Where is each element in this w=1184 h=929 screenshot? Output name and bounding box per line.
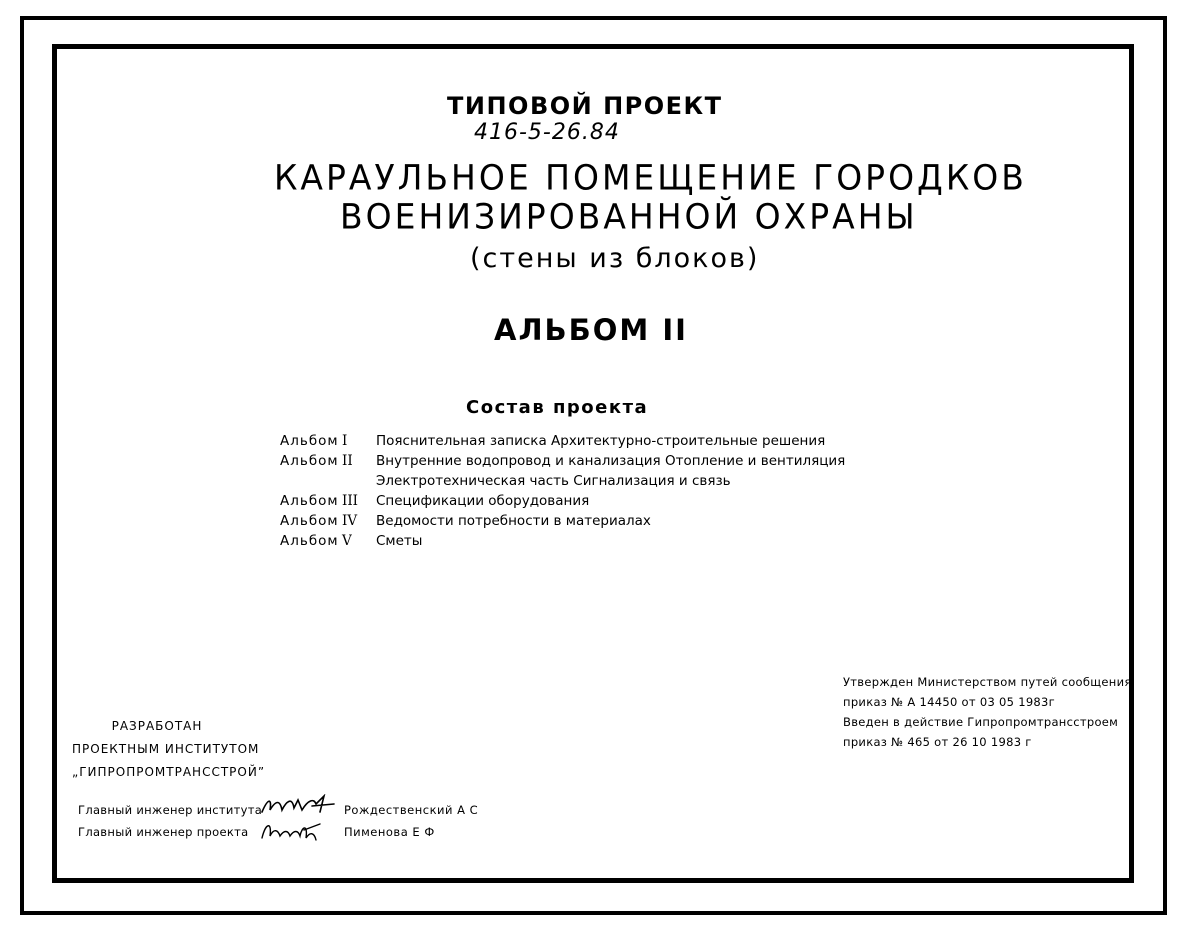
list-item bbox=[280, 531, 845, 551]
subtitle: (стены из блоков) bbox=[470, 243, 760, 274]
album-number bbox=[342, 471, 376, 491]
list-item bbox=[280, 471, 845, 491]
title-line-1: КАРАУЛЬНОЕ ПОМЕЩЕНИЕ ГОРОДКОВ bbox=[274, 157, 1027, 198]
project-label: ТИПОВОЙ ПРОЕКТ bbox=[447, 92, 723, 120]
signature-2-icon bbox=[258, 818, 328, 844]
album-contents: Внутренние водопровод и канализация Отопление и вентиляция bbox=[376, 453, 846, 469]
album-contents: Пояснительная записка Архитектурно-строительные решения bbox=[376, 433, 826, 449]
album-contents: Спецификации оборудования bbox=[376, 493, 590, 509]
project-number: 416-5-26.84 bbox=[474, 120, 620, 145]
album-number: I bbox=[342, 433, 348, 449]
album-number: II bbox=[342, 453, 353, 469]
approval-line: приказ № А 14450 от 03 05 1983г bbox=[843, 695, 1056, 709]
developer-line: ПРОЕКТНЫМ ИНСТИТУТОМ bbox=[72, 742, 260, 756]
composition-heading: Состав проекта bbox=[466, 397, 649, 418]
list-item bbox=[280, 431, 845, 451]
developer-block bbox=[72, 715, 266, 784]
signature-1-icon bbox=[258, 794, 338, 818]
album-label: Альбом bbox=[280, 513, 339, 529]
album-contents: Сметы bbox=[376, 533, 423, 549]
album-number: IV bbox=[342, 513, 358, 529]
list-item bbox=[280, 511, 845, 531]
chief-engineer-project-name: Пименова Е Ф bbox=[344, 825, 435, 839]
album-label: Альбом bbox=[280, 433, 339, 449]
album-label bbox=[280, 471, 342, 491]
approval-line: приказ № 465 от 26 10 1983 г bbox=[843, 735, 1032, 749]
album-number: III bbox=[342, 493, 358, 509]
approval-line: Введен в действие Гипропромтрансстроем bbox=[843, 715, 1119, 729]
album-label: Альбом bbox=[280, 453, 339, 469]
album-contents: Ведомости потребности в материалах bbox=[376, 513, 651, 529]
developer-line: РАЗРАБОТАН bbox=[111, 719, 203, 733]
developer-line: „ГИПРОПРОМТРАНССТРОЙ” bbox=[72, 765, 266, 779]
list-item bbox=[280, 451, 845, 471]
chief-engineer-institute-role: Главный инженер института bbox=[78, 803, 263, 817]
approval-block bbox=[843, 672, 1132, 752]
list-item bbox=[280, 491, 845, 511]
composition-list bbox=[280, 431, 845, 551]
album-title: АЛЬБОМ II bbox=[494, 313, 688, 347]
album-contents: Электротехническая часть Сигнализация и связь bbox=[376, 473, 731, 489]
title-line-2: ВОЕНИЗИРОВАННОЙ ОХРАНЫ bbox=[340, 196, 918, 237]
album-label: Альбом bbox=[280, 493, 339, 509]
album-label: Альбом bbox=[280, 533, 339, 549]
album-number: V bbox=[342, 533, 352, 549]
approval-line: Утвержден Министерством путей сообщения bbox=[843, 675, 1132, 689]
chief-engineer-project-role: Главный инженер проекта bbox=[78, 825, 249, 839]
chief-engineer-institute-name: Рождественский А С bbox=[344, 803, 479, 817]
